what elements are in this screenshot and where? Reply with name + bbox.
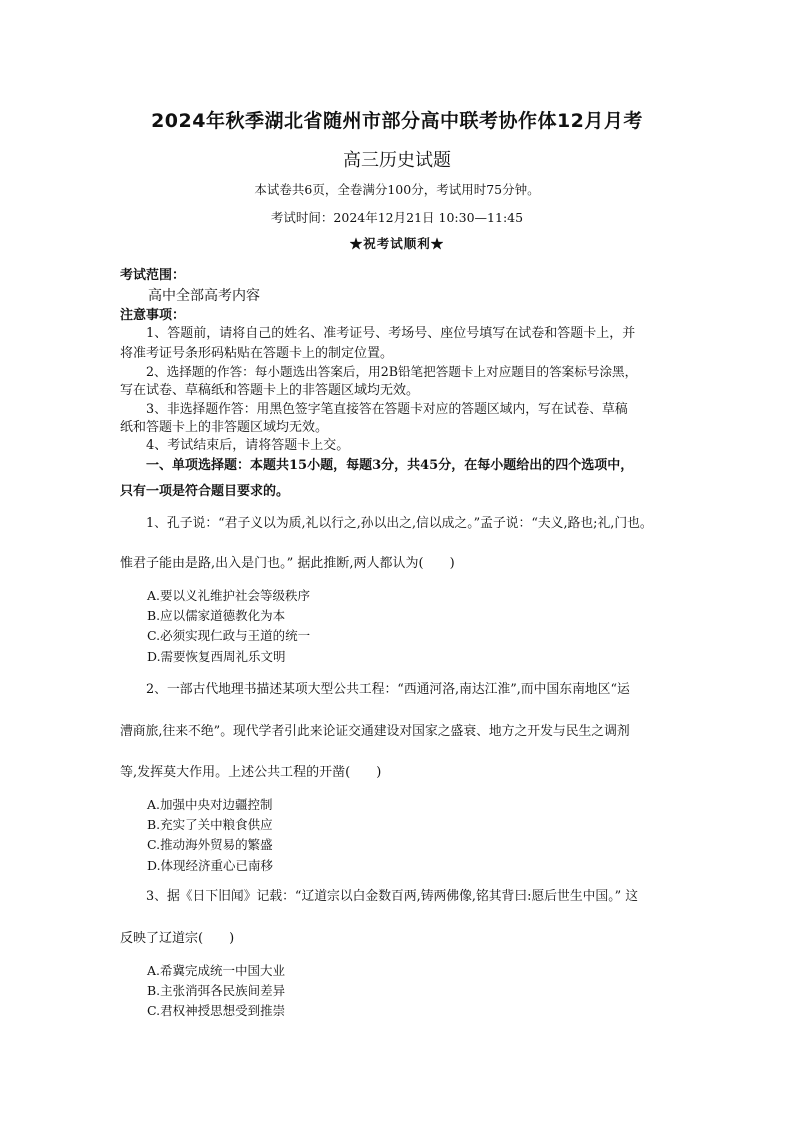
- exam-subtitle: 高三历史试题: [343, 150, 451, 171]
- notes-label: 注意事项：: [120, 308, 186, 323]
- question-2-line2: 漕商旅,往来不绝”。现代学者引此来论证交通建设对国家之盛衰、地方之开发与民生之调剂: [120, 724, 630, 739]
- question-3-option-b: B.主张消弭各民族间差异: [147, 983, 286, 998]
- question-1-line1: 1、孔子说：“君子义以为质,礼以行之,孙以出之,信以成之。”孟子说：“夫义,路也;礼,门也。: [146, 516, 653, 531]
- question-1-option-b: B.应以儒家道德教化为本: [147, 608, 286, 623]
- question-1-option-d: D.需要恢复西周礼乐文明: [147, 649, 286, 664]
- question-2-option-b: B.充实了关中粮食供应: [147, 817, 273, 832]
- question-2-option-d: D.体现经济重心已南移: [147, 858, 274, 873]
- question-2-option-c: C.推动海外贸易的繁盛: [147, 837, 273, 852]
- question-3-option-c: C.君权神授思想受到推崇: [147, 1003, 286, 1018]
- question-2-line3: 等,发挥莫大作用。上述公共工程的开凿( ): [120, 765, 382, 780]
- scope-label: 考试范围：: [120, 268, 186, 283]
- scope-content: 高中全部高考内容: [148, 288, 260, 304]
- question-2-line1: 2、一部古代地理书描述某项大型公共工程：“西通河洛,南达江淮”,而中国东南地区“运: [146, 682, 630, 697]
- note-2-line2: 写在试卷、草稿纸和答题卡上的非答题区域均无效。: [120, 383, 420, 398]
- note-2-line1: 2、选择题的作答：每小题选出答案后，用2B铅笔把答题卡上对应题目的答案标号涂黑，: [146, 364, 638, 379]
- question-3-line2: 反映了辽道宗( ): [120, 931, 235, 946]
- note-3-line2: 纸和答题卡上的非答题区域均无效。: [120, 420, 329, 435]
- question-3-option-a: A.希冀完成统一中国大业: [147, 963, 286, 978]
- question-1-option-a: A.要以义礼维护社会等级秩序: [147, 588, 311, 603]
- section-1-line1: 一、单项选择题：本题共15小题，每题3分，共45分，在每小题给出的四个选项中，: [146, 458, 634, 473]
- section-1-line2: 只有一项是符合题目要求的。: [120, 484, 290, 499]
- question-1-option-c: C.必须实现仁政与王道的统一: [147, 628, 311, 643]
- good-luck-stamp: ★祝考试顺利★: [349, 236, 445, 251]
- note-1-line1: 1、答题前，请将自己的姓名、准考证号、考场号、座位号填写在试卷和答题卡上，并: [146, 326, 636, 341]
- question-2-option-a: A.加强中央对边疆控制: [147, 797, 273, 812]
- exam-info-time: 考试时间：2024年12月21日 10:30—11:45: [270, 210, 524, 225]
- question-1-line2: 惟君子能由是路,出入是门也。” 据此推断,两人都认为( ): [120, 556, 455, 571]
- note-3-line1: 3、非选择题作答：用黑色签字笔直接答在答题卡对应的答题区域内，写在试卷、草稿: [146, 402, 628, 417]
- question-3-line1: 3、据《日下旧闻》记载：“辽道宗以白金数百两,铸两佛像,铭其背曰:愿后世生中国。” 这: [146, 889, 639, 904]
- exam-title: 2024年秋季湖北省随州市部分高中联考协作体12月月考: [151, 110, 643, 132]
- exam-info-pages: 本试卷共6页，全卷满分100分，考试用时75分钟。: [254, 182, 540, 197]
- note-4: 4、考试结束后，请将答题卡上交。: [146, 438, 350, 453]
- note-1-line2: 将准考证号条形码粘贴在答题卡上的制定位置。: [120, 346, 394, 361]
